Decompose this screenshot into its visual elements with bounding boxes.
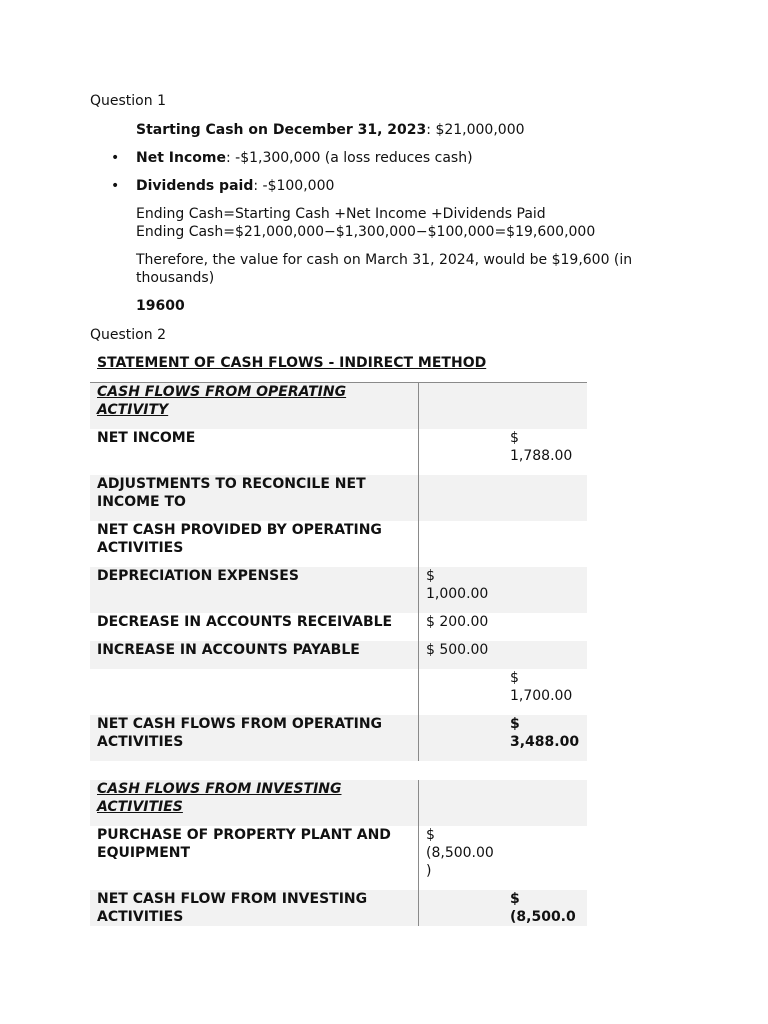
net-income-bullet <box>136 149 473 167</box>
net-income-value: : -$1,300,000 (a loss reduces cash) <box>225 150 473 166</box>
row-amount-total: $ (8,500.0 <box>510 891 576 925</box>
dividends-bullet <box>136 177 334 195</box>
bullet-dot-icon: • <box>111 178 120 194</box>
table-row <box>90 567 587 613</box>
conclusion-line-2: thousands) <box>136 270 215 286</box>
table-row <box>90 669 587 715</box>
table-row <box>90 613 587 641</box>
row-amount-detail: $ (8,500.00 ) <box>426 827 494 879</box>
table-row <box>90 780 587 826</box>
table-row <box>90 429 587 475</box>
row-amount-total: $ 1,788.00 <box>510 430 573 464</box>
row-amount-detail: $ 1,000.00 <box>426 568 489 602</box>
table-row <box>90 383 587 429</box>
table-row <box>90 475 587 521</box>
bullet-dot-icon: • <box>111 150 120 166</box>
net-income-label: Net Income <box>136 150 226 166</box>
row-amount-total: $ 3,488.00 <box>510 716 580 750</box>
row-amount-detail: $ 200.00 <box>426 614 489 630</box>
row-label: INCREASE IN ACCOUNTS PAYABLE <box>97 642 360 658</box>
dividends-value: : -$100,000 <box>253 178 335 194</box>
row-amount-total: $ 1,700.00 <box>510 670 573 704</box>
column-divider <box>418 780 419 926</box>
dividends-label: Dividends paid <box>136 178 254 194</box>
row-label: NET CASH FLOW FROM INVESTING ACTIVITIES <box>97 891 368 925</box>
table-row <box>90 826 587 890</box>
table-row <box>90 641 587 669</box>
table-row <box>90 715 587 761</box>
row-label: NET CASH PROVIDED BY OPERATING ACTIVITIES <box>97 522 382 556</box>
row-amount-detail: $ 500.00 <box>426 642 489 658</box>
starting-cash-line <box>136 121 525 139</box>
row-label: DEPRECIATION EXPENSES <box>97 568 299 584</box>
starting-cash-label: Starting Cash on December 31, 2023 <box>136 122 427 138</box>
starting-cash-value: : $21,000,000 <box>426 122 525 138</box>
column-divider <box>418 383 419 761</box>
row-label: NET INCOME <box>97 430 196 446</box>
formula-line-1: Ending Cash=Starting Cash +Net Income +Dividends Paid <box>136 206 546 222</box>
table-row <box>90 890 587 926</box>
row-label: NET CASH FLOWS FROM OPERATING ACTIVITIES <box>97 716 383 750</box>
row-label: DECREASE IN ACCOUNTS RECEIVABLE <box>97 614 393 630</box>
row-label: PURCHASE OF PROPERTY PLANT AND EQUIPMENT <box>97 827 391 861</box>
formula-line-2: Ending Cash=$21,000,000−$1,300,000−$100,000=$19,600,000 <box>136 224 596 240</box>
answer-value: 19600 <box>136 298 185 314</box>
table-row <box>90 521 587 567</box>
question-2-heading: Question 2 <box>90 327 166 343</box>
conclusion-line-1: Therefore, the value for cash on March 31, 2024, would be $19,600 (in <box>136 252 633 268</box>
statement-title: STATEMENT OF CASH FLOWS - INDIRECT METHOD <box>97 355 487 371</box>
section-heading-investing: CASH FLOWS FROM INVESTING ACTIVITIES <box>97 781 342 815</box>
question-1-heading: Question 1 <box>90 93 166 109</box>
row-label: ADJUSTMENTS TO RECONCILE NET INCOME TO <box>97 476 366 510</box>
section-heading-operating: CASH FLOWS FROM OPERATING ACTIVITY <box>97 384 347 418</box>
